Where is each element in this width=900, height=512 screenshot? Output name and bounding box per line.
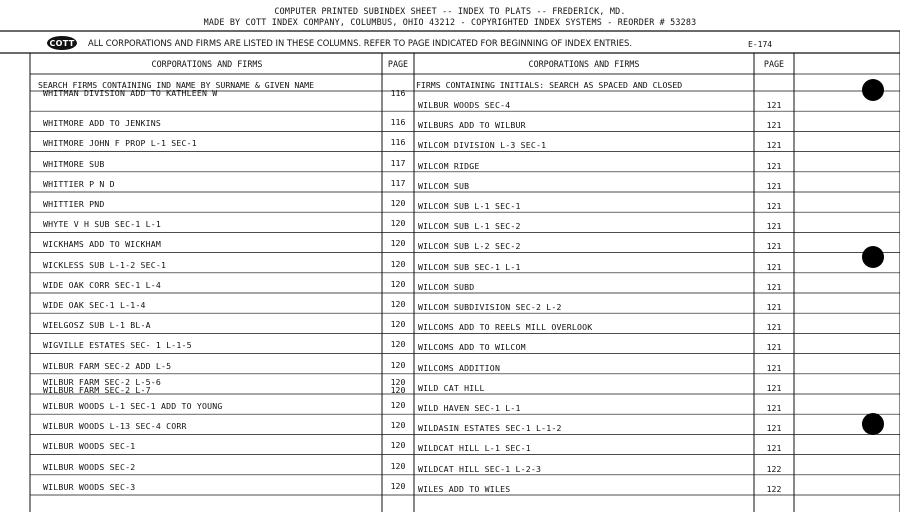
right-row-page: 121 (766, 160, 782, 171)
sheet-number: E-174 (748, 40, 773, 49)
left-row-page: 120 (390, 198, 406, 208)
right-row-page: 121 (766, 261, 782, 272)
right-page-title: PAGE (763, 59, 785, 69)
right-row-name: WILBURS ADD TO WILBUR (418, 120, 526, 131)
right-row-name: WILES ADD TO WILES (418, 483, 511, 494)
right-row-page: 121 (766, 403, 782, 413)
left-row-name: WIDE OAK SEC-1 L-1-4 (43, 300, 146, 310)
right-row-name: WILCOM SUBDIVISION SEC-2 L-2 (418, 302, 562, 312)
left-row-name: WIDE OAK CORR SEC-1 L-4 (43, 279, 161, 290)
right-row-name: WILCOM SUB (418, 180, 470, 191)
left-row-page: 116 (390, 117, 406, 128)
left-row-name: WHITMAN DIVISION ADD TO KATHLEEN W (43, 88, 218, 98)
binder-hole (862, 413, 884, 435)
left-row-page: 120 (390, 299, 406, 309)
left-row-page: 120 (390, 278, 406, 289)
left-row-name: WILBUR FARM SEC-2 L-5-6 (43, 376, 161, 387)
right-row-page: 121 (766, 302, 782, 312)
left-row-name: WICKLESS SUB L-1-2 SEC-1 (43, 259, 167, 270)
right-row-name: WILD HAVEN SEC-1 L-1 (418, 403, 521, 413)
left-row-page: 120 (390, 359, 406, 370)
right-row-page: 121 (766, 382, 782, 393)
left-row-page: 120 (390, 218, 406, 229)
right-row-name: WILCOMS ADDITION (418, 362, 501, 373)
right-row-page: 121 (766, 100, 782, 110)
cott-logo: COTT (47, 36, 77, 50)
right-row-name: WILCOM DIVISION L-3 SEC-1 (418, 140, 547, 151)
left-row-name: WILBUR WOODS L-1 SEC-1 ADD TO YOUNG (43, 401, 223, 411)
right-row-page: 122 (766, 483, 782, 494)
left-row-name: WHITMORE ADD TO JENKINS (43, 118, 161, 129)
left-row-name: WHITMORE JOHN F PROP L-1 SEC-1 (43, 138, 197, 149)
left-row-name: WILBUR FARM SEC-2 ADD L-5 (43, 360, 172, 371)
left-row-name: WHITMORE SUB (43, 158, 105, 169)
left-row-page: 117 (390, 177, 406, 188)
right-row-page: 121 (766, 120, 782, 131)
left-column-title: CORPORATIONS AND FIRMS (151, 59, 263, 69)
right-row-name: WILDASIN ESTATES SEC-1 L-1-2 (418, 423, 562, 434)
right-row-page: 121 (766, 423, 782, 434)
right-row-page: 121 (766, 342, 782, 353)
left-row-page: 120 (390, 319, 406, 330)
right-column-title: CORPORATIONS AND FIRMS (528, 59, 640, 69)
left-row-name: WHITTIER P N D (43, 178, 115, 189)
right-row-page: 121 (766, 322, 782, 333)
right-row-name: WILBUR WOODS SEC-4 (418, 100, 511, 110)
left-row-page: 120 (390, 384, 406, 395)
sheet-header-title: COMPUTER PRINTED SUBINDEX SHEET -- INDEX TO PLATS -- FREDERICK, MD. (274, 6, 626, 16)
right-column-subtitle: FIRMS CONTAINING INITIALS: SEARCH AS SPACED AND CLOSED (416, 80, 683, 90)
left-row-name: WICKHAMS ADD TO WICKHAM (43, 239, 161, 250)
left-row-page: 116 (390, 88, 406, 98)
left-page-title: PAGE (387, 59, 409, 69)
left-row-page: 120 (390, 258, 406, 269)
left-row-page: 120 (390, 238, 406, 249)
right-row-name: WILCOM SUBD (418, 281, 475, 292)
right-row-page: 121 (766, 180, 782, 191)
right-row-name: WILDCAT HILL SEC-1 L-2-3 (418, 463, 542, 474)
left-row-name: WILBUR WOODS SEC-2 (43, 461, 136, 472)
left-row-page: 120 (390, 460, 406, 471)
left-row-page: 120 (390, 400, 406, 410)
left-row-name: WILBUR WOODS SEC-3 (43, 481, 136, 492)
right-row-name: WILCOMS ADD TO WILCOM (418, 342, 526, 353)
right-row-page: 121 (766, 241, 782, 252)
binder-hole (862, 246, 884, 268)
left-row-page: 120 (390, 376, 406, 387)
right-row-name: WILDCAT HILL L-1 SEC-1 (418, 443, 531, 454)
right-row-name: WILCOM SUB SEC-1 L-1 (418, 261, 521, 272)
right-row-name: WILCOM SUB L-1 SEC-2 (418, 221, 521, 232)
binder-hole (862, 79, 884, 101)
right-row-name: WILCOMS ADD TO REELS MILL OVERLOOK (418, 322, 593, 333)
left-column-subtitle: SEARCH FIRMS CONTAINING IND NAME BY SURNAME & GIVEN NAME (38, 80, 315, 90)
left-row-name: WIELGOSZ SUB L-1 BL-A (43, 320, 151, 331)
right-row-name: WILCOM SUB L-1 SEC-1 (418, 201, 521, 211)
right-row-page: 121 (766, 362, 782, 373)
right-row-page: 121 (766, 221, 782, 232)
right-row-page: 121 (766, 140, 782, 151)
left-row-name: WILBUR FARM SEC-2 L-7 (43, 384, 151, 395)
right-row-page: 121 (766, 201, 782, 211)
left-row-page: 120 (390, 440, 406, 451)
right-row-name: WILD CAT HILL (418, 382, 485, 393)
right-row-name: WILCOM RIDGE (418, 160, 480, 171)
left-row-page: 120 (390, 420, 406, 431)
notice-text: ALL CORPORATIONS AND FIRMS ARE LISTED IN THESE COLUMNS. REFER TO PAGE INDICATED FOR BEGINNING OF INDEX ENTRIES. (88, 38, 633, 48)
right-row-page: 121 (766, 443, 782, 454)
right-row-name: WILCOM SUB L-2 SEC-2 (418, 241, 521, 252)
right-row-page: 122 (766, 463, 782, 474)
left-row-name: WILBUR WOODS L-13 SEC-4 CORR (43, 421, 187, 432)
left-row-name: WHITTIER PND (43, 199, 105, 209)
left-row-name: WILBUR WOODS SEC-1 (43, 441, 136, 452)
left-row-page: 116 (390, 137, 406, 148)
left-row-page: 117 (390, 157, 406, 168)
left-row-name: WIGVILLE ESTATES SEC- 1 L-1-5 (43, 340, 192, 351)
left-row-name: WHYTE V H SUB SEC-1 L-1 (43, 219, 161, 230)
left-row-page: 120 (390, 480, 406, 491)
left-row-page: 120 (390, 339, 406, 350)
sheet-header-publisher: MADE BY COTT INDEX COMPANY, COLUMBUS, OHIO 43212 - COPYRIGHTED INDEX SYSTEMS - REORDER # 53283 (203, 17, 697, 27)
right-row-page: 121 (766, 281, 782, 292)
